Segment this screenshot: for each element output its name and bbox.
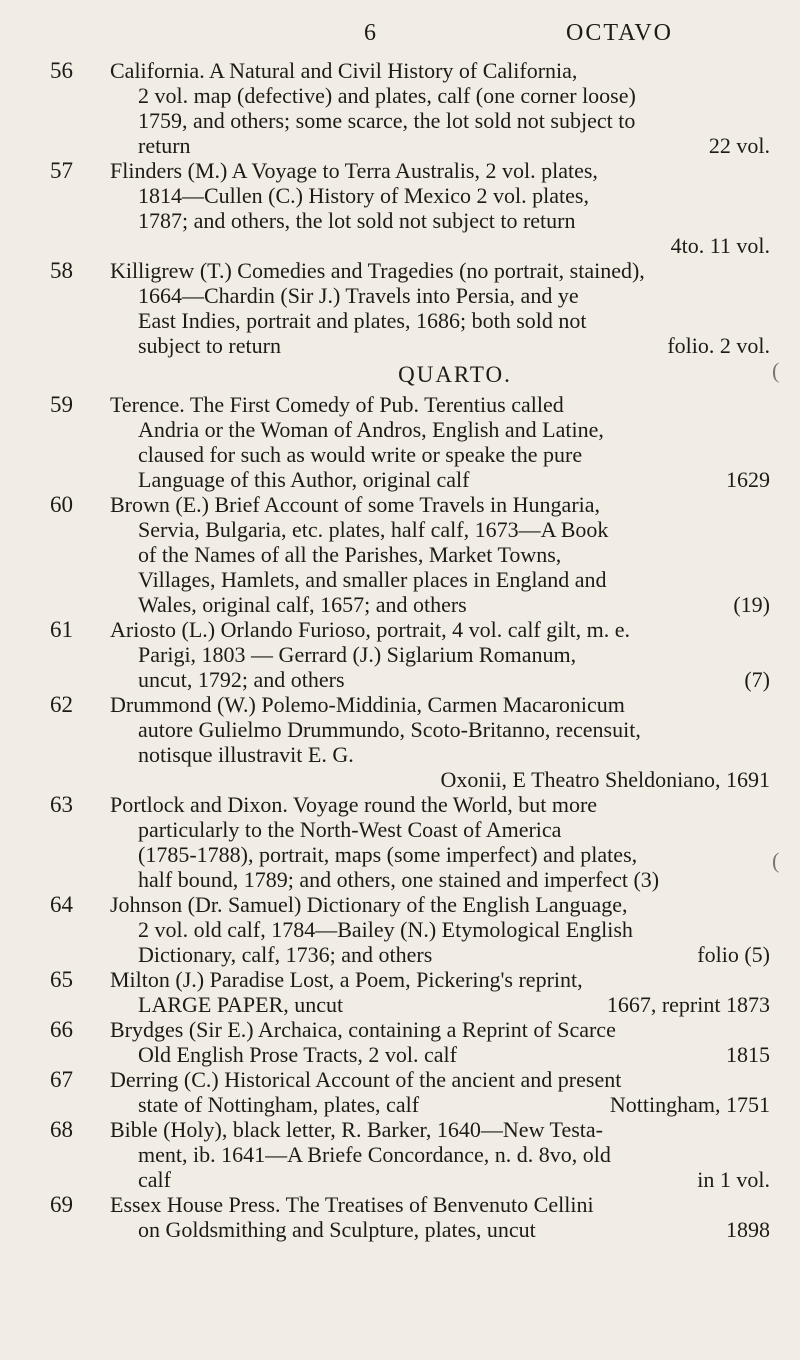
catalogue-entries [0,58,800,1242]
lot-number: 65 [50,967,73,992]
entry-line [110,233,770,258]
catalogue-entry [0,258,800,358]
entry-format: Oxonii, E Theatro Sheldoniano, 1691 [440,767,770,792]
entry-line [110,492,770,517]
catalogue-entry [0,1067,800,1117]
lot-number: 61 [50,617,73,642]
entry-line [110,892,770,917]
entry-text: Portlock and Dixon. Voyage round the World, but more [110,792,598,817]
lot-number: 64 [50,892,73,917]
entry-text: Milton (J.) Paradise Lost, a Poem, Pickering's reprint, [110,967,583,992]
entry-line [110,667,770,692]
entry-line [110,517,770,542]
catalogue-entry [0,967,800,1017]
entry-line [110,1092,770,1117]
entry-text: 1814—Cullen (C.) History of Mexico 2 vol. plates, [138,183,589,208]
entry-line [110,842,770,867]
entry-text: return [138,133,191,158]
entry-text: calf [138,1167,171,1192]
entry-text: Killigrew (T.) Comedies and Tragedies (no portrait, stained), [110,258,645,283]
entry-text: Drummond (W.) Polemo-Middinia, Carmen Macaronicum [110,692,625,717]
entry-line [110,767,770,792]
entry-text: 2 vol. old calf, 1784—Bailey (N.) Etymological English [138,917,633,942]
entry-text: of the Names of all the Parishes, Market Towns, [138,542,562,567]
entry-line [110,867,770,892]
catalogue-entry [0,58,800,158]
entry-text: Bible (Holy), black letter, R. Barker, 1640—New Testa- [110,1117,603,1142]
entry-line [110,917,770,942]
entry-line [110,1167,770,1192]
entry-line [110,58,770,83]
lot-number: 62 [50,692,73,717]
entry-text: on Goldsmithing and Sculpture, plates, uncut [138,1217,536,1242]
entry-line [110,258,770,283]
entry-format: Nottingham, 1751 [609,1092,770,1117]
entry-line [110,308,770,333]
entry-line [110,1117,770,1142]
entry-line [110,642,770,667]
entry-line [110,392,770,417]
catalogue-entry [0,492,800,617]
entry-line [110,792,770,817]
entry-line [110,108,770,133]
lot-number: 66 [50,1017,73,1042]
entry-text: Language of this Author, original calf [138,467,470,492]
entry-format: 22 vol. [708,133,770,158]
catalogue-entry [0,1017,800,1067]
entry-text: notisque illustravit E. G. [138,742,354,767]
entry-format: (19) [733,592,770,617]
entry-text: Dictionary, calf, 1736; and others [138,942,433,967]
entry-line [110,83,770,108]
entry-line [110,542,770,567]
entry-text: California. A Natural and Civil History of California, [110,58,578,83]
entry-text: ment, ib. 1641—A Briefe Concordance, n. d. 8vo, old [138,1142,611,1167]
entry-text: East Indies, portrait and plates, 1686; both sold not [138,308,587,333]
entry-format: 1629 [726,467,770,492]
catalogue-entry [0,617,800,692]
lot-number: 56 [50,58,73,83]
entry-format: folio (5) [697,942,770,967]
entry-line [110,567,770,592]
entry-line [110,1142,770,1167]
entry-line [110,467,770,492]
entry-text: Parigi, 1803 — Gerrard (J.) Siglarium Romanum, [138,642,577,667]
catalogue-entry [0,692,800,792]
lot-number: 57 [50,158,73,183]
lot-number: 58 [50,258,73,283]
page-number: 6 [364,20,376,46]
lot-number: 59 [50,392,73,417]
catalogue-entry [0,392,800,492]
entry-line [110,333,770,358]
entry-text: subject to return [138,333,281,358]
entry-text: particularly to the North-West Coast of America [138,817,562,842]
entry-text: Old English Prose Tracts, 2 vol. calf [138,1042,457,1067]
entry-text: 1787; and others, the lot sold not subject to return [138,208,576,233]
page-header [0,20,800,50]
section-heading: QUARTO. [398,362,512,387]
entry-text: Flinders (M.) A Voyage to Terra Australis, 2 vol. plates, [110,158,598,183]
catalogue-entry [0,158,800,258]
entry-format: 1815 [726,1042,770,1067]
entry-text: Wales, original calf, 1657; and others [138,592,467,617]
catalogue-entry [0,792,800,892]
entry-line [110,817,770,842]
entry-format: 1667, reprint 1873 [606,992,770,1017]
catalogue-entry [0,1117,800,1192]
entry-text: 1664—Chardin (Sir J.) Travels into Persia, and ye [138,283,579,308]
entry-line [110,183,770,208]
entry-text: Essex House Press. The Treatises of Benvenuto Cellini [110,1192,594,1217]
entry-text: 2 vol. map (defective) and plates, calf (one corner loose) [138,83,636,108]
entry-line [110,942,770,967]
entry-text: Ariosto (L.) Orlando Furioso, portrait, 4 vol. calf gilt, m. e. [110,617,630,642]
catalogue-entry [0,892,800,967]
entry-format: 4to. 11 vol. [670,233,770,258]
entry-text: claused for such as would write or speake the pure [138,442,583,467]
entry-text: Derring (C.) Historical Account of the ancient and present [110,1067,622,1092]
entry-line [110,617,770,642]
margin-mark: ( [772,358,780,383]
entry-line [110,1017,770,1042]
lot-number: 69 [50,1192,73,1217]
entry-format: (7) [744,667,770,692]
entry-line [110,992,770,1017]
entry-line [110,1042,770,1067]
entry-text: Johnson (Dr. Samuel) Dictionary of the English Language, [110,892,628,917]
entry-line [110,158,770,183]
entry-text: Villages, Hamlets, and smaller places in England and [138,567,607,592]
entry-line [110,1067,770,1092]
entry-text: state of Nottingham, plates, calf [138,1092,420,1117]
lot-number: 60 [50,492,73,517]
lot-number: 63 [50,792,73,817]
entry-line [110,417,770,442]
entry-line [110,1192,770,1217]
entry-text: autore Gulielmo Drummundo, Scoto-Britanno, recensuit, [138,717,641,742]
entry-line [110,592,770,617]
entry-text: Brown (E.) Brief Account of some Travels in Hungaria, [110,492,601,517]
entry-line [110,717,770,742]
margin-mark: ( [772,848,780,873]
entry-line [110,283,770,308]
entry-line [110,692,770,717]
entry-line [110,967,770,992]
entry-text: Brydges (Sir E.) Archaica, containing a Reprint of Scarce [110,1017,616,1042]
lot-number: 68 [50,1117,73,1142]
entry-line [110,442,770,467]
lot-number: 67 [50,1067,73,1092]
entry-line [110,133,770,158]
entry-text: half bound, 1789; and others, one stained and imperfect (3) [138,867,660,892]
entry-line [110,1217,770,1242]
entry-line [110,208,770,233]
entry-format: folio. 2 vol. [667,333,770,358]
entry-text: (1785-1788), portrait, maps (some imperfect) and plates, [138,842,638,867]
entry-format: in 1 vol. [697,1167,770,1192]
entry-text: Terence. The First Comedy of Pub. Terentius called [110,392,564,417]
entry-text: 1759, and others; some scarce, the lot sold not subject to [138,108,636,133]
entry-text: Andria or the Woman of Andros, English and Latine, [138,417,604,442]
entry-text: Servia, Bulgaria, etc. plates, half calf, 1673—A Book [138,517,609,542]
entry-text: LARGE PAPER, uncut [138,992,344,1017]
entry-text: uncut, 1792; and others [138,667,345,692]
catalogue-entry [0,1192,800,1242]
entry-line [110,742,770,767]
entry-format: 1898 [726,1217,770,1242]
running-head: OCTAVO [566,20,673,46]
